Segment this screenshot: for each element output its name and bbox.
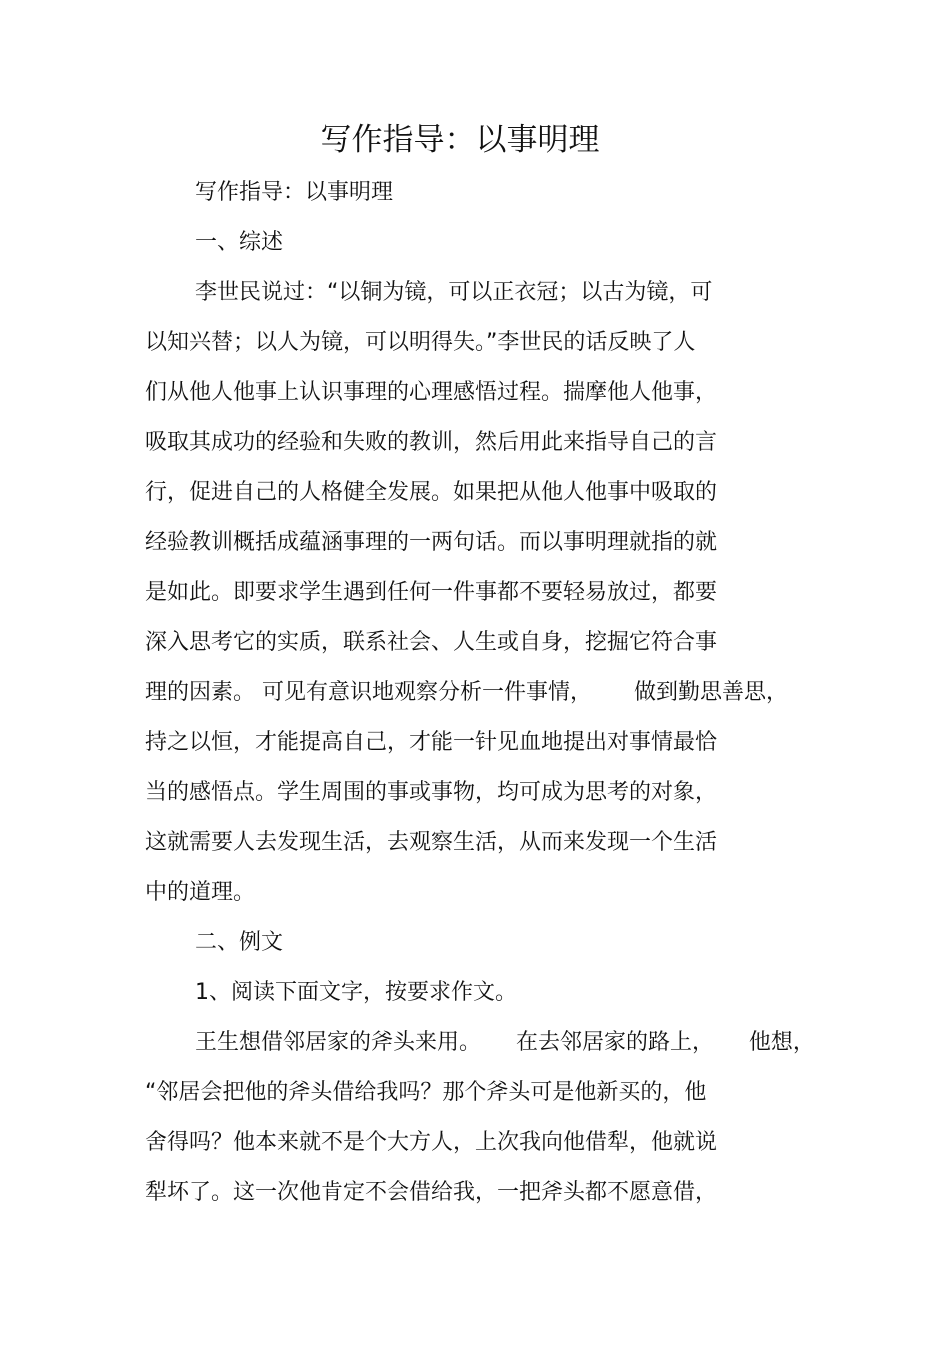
paragraph-line: 们从他人他事上认识事理的心理感悟过程。揣摩他人他事， xyxy=(145,380,718,405)
paragraph-line: 理的因素。 可见有意识地观察分析一件事情， 做到勤思善思， xyxy=(145,680,788,705)
paragraph-line: 行，促进自己的人格健全发展。如果把从他人他事中吸取的 xyxy=(145,480,718,505)
paragraph-line: 以知兴替；以人为镜，可以明得失。”李世民的话反映了人 xyxy=(145,330,696,355)
exercise-prompt: 1、阅读下面文字，按要求作文。 xyxy=(195,980,517,1005)
paragraph-line: 是如此。即要求学生遇到任何一件事都不要轻易放过，都要 xyxy=(145,580,718,605)
paragraph-line: 经验教训概括成蕴涵事理的一两句话。而以事明理就指的就 xyxy=(145,530,718,555)
section-heading-overview: 一、综述 xyxy=(195,230,284,255)
paragraph-line: “邻居会把他的斧头借给我吗？那个斧头可是他新买的，他 xyxy=(145,1080,707,1105)
paragraph-line: 吸取其成功的经验和失败的教训，然后用此来指导自己的言 xyxy=(145,430,718,455)
subtitle-line: 写作指导：以事明理 xyxy=(195,180,394,205)
paragraph-line: 当的感悟点。学生周围的事或事物，均可成为思考的对象， xyxy=(145,780,718,805)
paragraph-line: 李世民说过：“以铜为镜，可以正衣冠；以古为镜，可 xyxy=(195,280,713,305)
paragraph-line: 持之以恒，才能提高自己，才能一针见血地提出对事情最恰 xyxy=(145,730,718,755)
paragraph-line: 王生想借邻居家的斧头来用。 在去邻居家的路上， 他想， xyxy=(195,1030,815,1055)
paragraph-line: 中的道理。 xyxy=(145,880,256,905)
paragraph-line: 舍得吗？他本来就不是个大方人，上次我向他借犁，他就说 xyxy=(145,1130,718,1155)
paragraph-line: 深入思考它的实质，联系社会、人生或自身，挖掘它符合事 xyxy=(145,630,718,655)
section-heading-example: 二、例文 xyxy=(195,930,284,955)
paragraph-line: 这就需要人去发现生活，去观察生活，从而来发现一个生活 xyxy=(145,830,718,855)
paragraph-line: 犁坏了。这一次他肯定不会借给我，一把斧头都不愿意借， xyxy=(145,1180,718,1205)
document-title: 写作指导：以事明理 xyxy=(320,122,600,158)
